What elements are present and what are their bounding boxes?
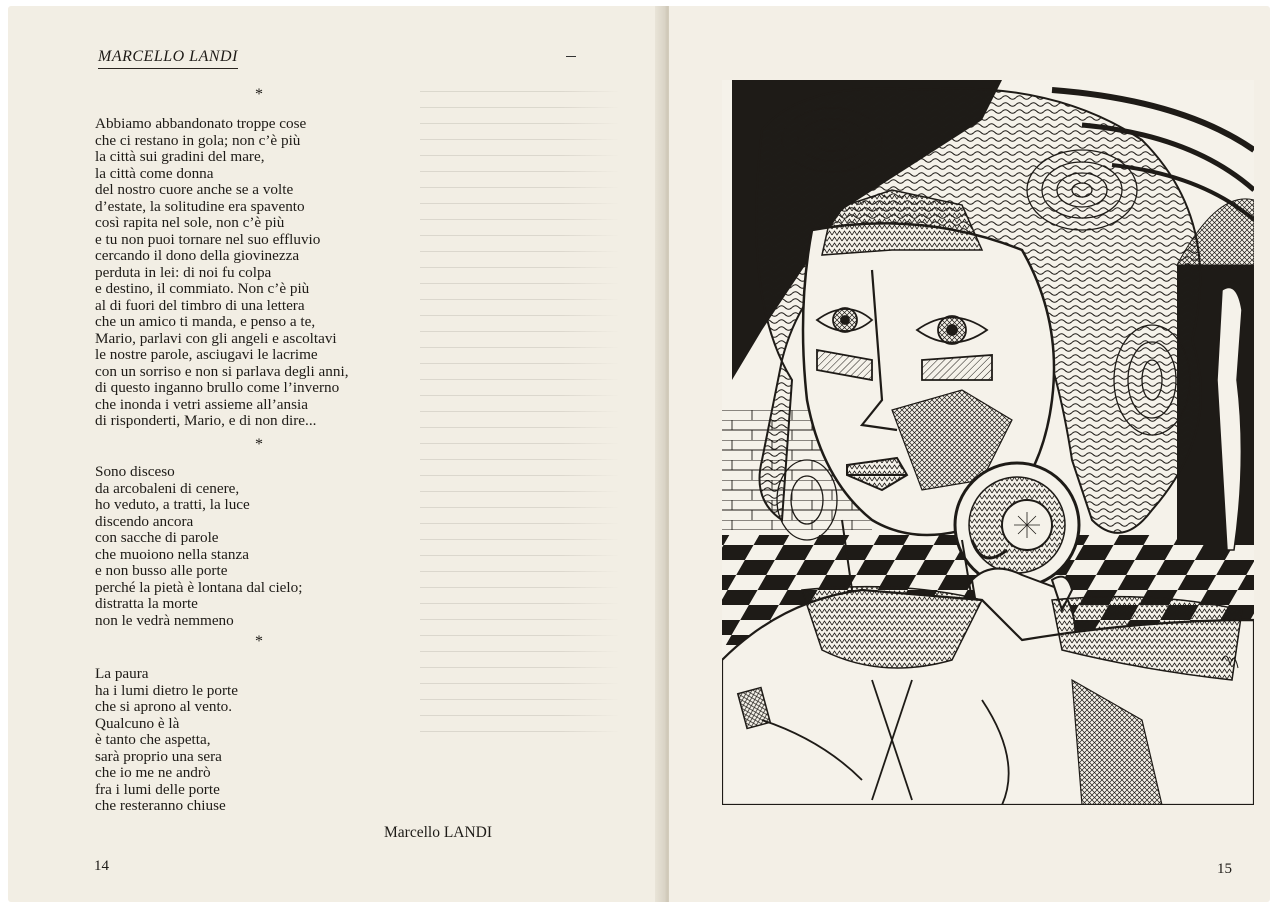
poem-line: del nostro cuore anche se a volte	[95, 181, 294, 198]
poem-line: perduta in lei: di noi fu colpa	[95, 263, 272, 281]
poem-line: Mario, parlavi con gli angeli e ascoltavi	[95, 329, 337, 347]
poem-line: che muoiono nella stanza	[95, 545, 249, 563]
author-signature: Marcello LANDI	[384, 824, 493, 841]
poem-line: Sono disceso	[95, 463, 175, 480]
page-header-author: MARCELLO LANDI	[98, 48, 238, 69]
poem-line: che inonda i vetri assieme all’ansia	[95, 395, 308, 413]
poem-line: al di fuori del timbro di una lettera	[95, 296, 305, 314]
poem-line: che io me ne andrò	[95, 764, 211, 781]
poem-line: distratta la morte	[95, 595, 198, 612]
poem-line: discendo ancora	[95, 512, 194, 530]
poem-stanza-1	[95, 116, 349, 430]
poem-line: fra i lumi delle porte	[95, 780, 220, 798]
stanza-separator-3: *	[255, 633, 263, 650]
poem-line: le nostre parole, asciugavi le lacrime	[95, 346, 318, 363]
poem-line: Qualcuno è là	[95, 714, 180, 732]
poem-line: di questo inganno brullo come l’inverno	[95, 379, 340, 396]
poem-line: ha i lumi dietro le porte	[95, 681, 238, 699]
poem-line: d’estate, la solitudine era spavento	[95, 197, 305, 215]
poem-stanza-2	[95, 464, 302, 629]
poem-line: con un sorriso e non si parlava degli anni,	[95, 362, 349, 380]
poem-line: che si aprono al vento.	[95, 698, 233, 715]
poem-line: la città come donna	[95, 164, 214, 182]
poem-line: da arcobaleni di cenere,	[95, 479, 240, 497]
poem-line: cercando il dono della giovinezza	[95, 247, 300, 264]
poem-line: non le vedrà nemmeno	[95, 611, 234, 629]
poem-line: che un amico ti manda, e penso a te,	[95, 313, 316, 330]
poem-line: e non busso alle porte	[95, 562, 228, 579]
poem-line: di risponderti, Mario, e di non dire...	[95, 412, 317, 429]
bleed-through-text	[420, 82, 620, 742]
poem-line: che ci restano in gola; non c’è più	[95, 131, 301, 149]
poem-stanza-3	[95, 666, 238, 815]
poem-line: è tanto che aspetta,	[95, 731, 211, 748]
stanza-separator-1: *	[255, 86, 263, 103]
poem-line: e tu non puoi tornare nel suo effluvio	[95, 230, 321, 248]
left-page	[8, 6, 663, 902]
page-number-right: 15	[1217, 861, 1232, 877]
header-dash	[566, 56, 576, 57]
stanza-separator-2: *	[255, 436, 263, 453]
page-number-left: 14	[94, 858, 109, 874]
poem-line: ho veduto, a tratti, la luce	[95, 496, 250, 513]
poem-line: così rapita nel sole, non c’è più	[95, 214, 285, 231]
poem-line: la città sui gradini del mare,	[95, 148, 265, 165]
poem-line: con sacche di parole	[95, 529, 219, 546]
poem-line: Abbiamo abbandonato troppe cose	[95, 115, 307, 132]
poem-line: che resteranno chiuse	[95, 797, 226, 814]
poem-line: sarà proprio una sera	[95, 747, 222, 765]
poem-line: perché la pietà è lontana dal cielo;	[95, 578, 303, 596]
portrait-illustration	[722, 80, 1254, 805]
poem-line: e destino, il commiato. Non c’è più	[95, 280, 310, 297]
poem-line: La paura	[95, 665, 149, 682]
